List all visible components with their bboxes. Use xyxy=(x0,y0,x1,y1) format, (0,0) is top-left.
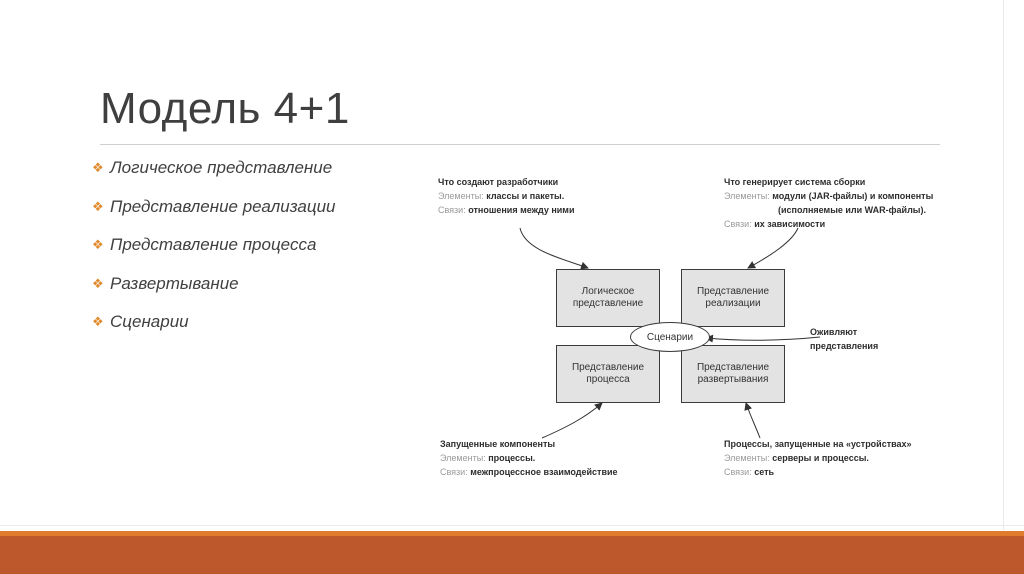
note-build-system: Что генерирует система сборки Элементы: модули (JAR-файлы) и компоненты (исполняемые или WAR-файлы). Связи: их зависимости xyxy=(724,177,934,229)
bullet-text: Развертывание xyxy=(110,273,239,293)
scenarios-ellipse: Сценарии xyxy=(630,322,710,352)
footer-accent-stripe xyxy=(0,531,1024,536)
slide-frame-bottom xyxy=(0,525,1024,526)
diamond-bullet-icon: ❖ xyxy=(92,198,104,214)
bullet-list xyxy=(92,158,336,351)
bullet-item xyxy=(92,197,336,236)
diamond-bullet-icon: ❖ xyxy=(92,275,104,291)
process-view-box: Представление процесса xyxy=(556,345,660,403)
arrow-devices-to-deployment xyxy=(746,403,760,438)
bullet-text: Представление реализации xyxy=(110,196,336,216)
bullet-item xyxy=(92,158,336,197)
bullet-item xyxy=(92,312,336,351)
arrow-animate-to-scenarios xyxy=(706,337,820,340)
note-animate-views: Оживляют представления xyxy=(810,327,879,351)
note-running-components: Запущенные компоненты Элементы: процессы. Связи: межпроцессное взаимодействие xyxy=(440,439,618,477)
slide-title: Модель 4+1 xyxy=(100,84,350,133)
logical-view-box: Логическое представление xyxy=(556,269,660,327)
model-4-plus-1-diagram xyxy=(430,170,934,500)
bullet-item xyxy=(92,235,336,274)
bullet-text: Логическое представление xyxy=(110,158,333,177)
bullet-item xyxy=(92,274,336,313)
note-developers: Что создают разработчики Элементы: классы и пакеты. Связи: отношения между ними xyxy=(438,177,575,215)
arrow-build-to-implementation xyxy=(748,228,798,268)
bullet-text: Сценарии xyxy=(110,312,189,331)
title-divider xyxy=(100,144,940,145)
arrow-dev-to-logical xyxy=(520,228,588,268)
footer-accent-bar xyxy=(0,531,1024,574)
bullet-text: Представление процесса xyxy=(110,235,317,254)
implementation-view-box: Представление реализации xyxy=(681,269,785,327)
note-device-processes: Процессы, запущенные на «устройствах» Элементы: серверы и процессы. Связи: сеть xyxy=(724,439,912,477)
slide-frame-right xyxy=(1003,0,1004,530)
deployment-view-box: Представление развертывания xyxy=(681,345,785,403)
arrow-running-to-process xyxy=(542,403,602,438)
diamond-bullet-icon: ❖ xyxy=(92,160,104,175)
diamond-bullet-icon: ❖ xyxy=(92,314,104,329)
diamond-bullet-icon: ❖ xyxy=(92,237,104,252)
